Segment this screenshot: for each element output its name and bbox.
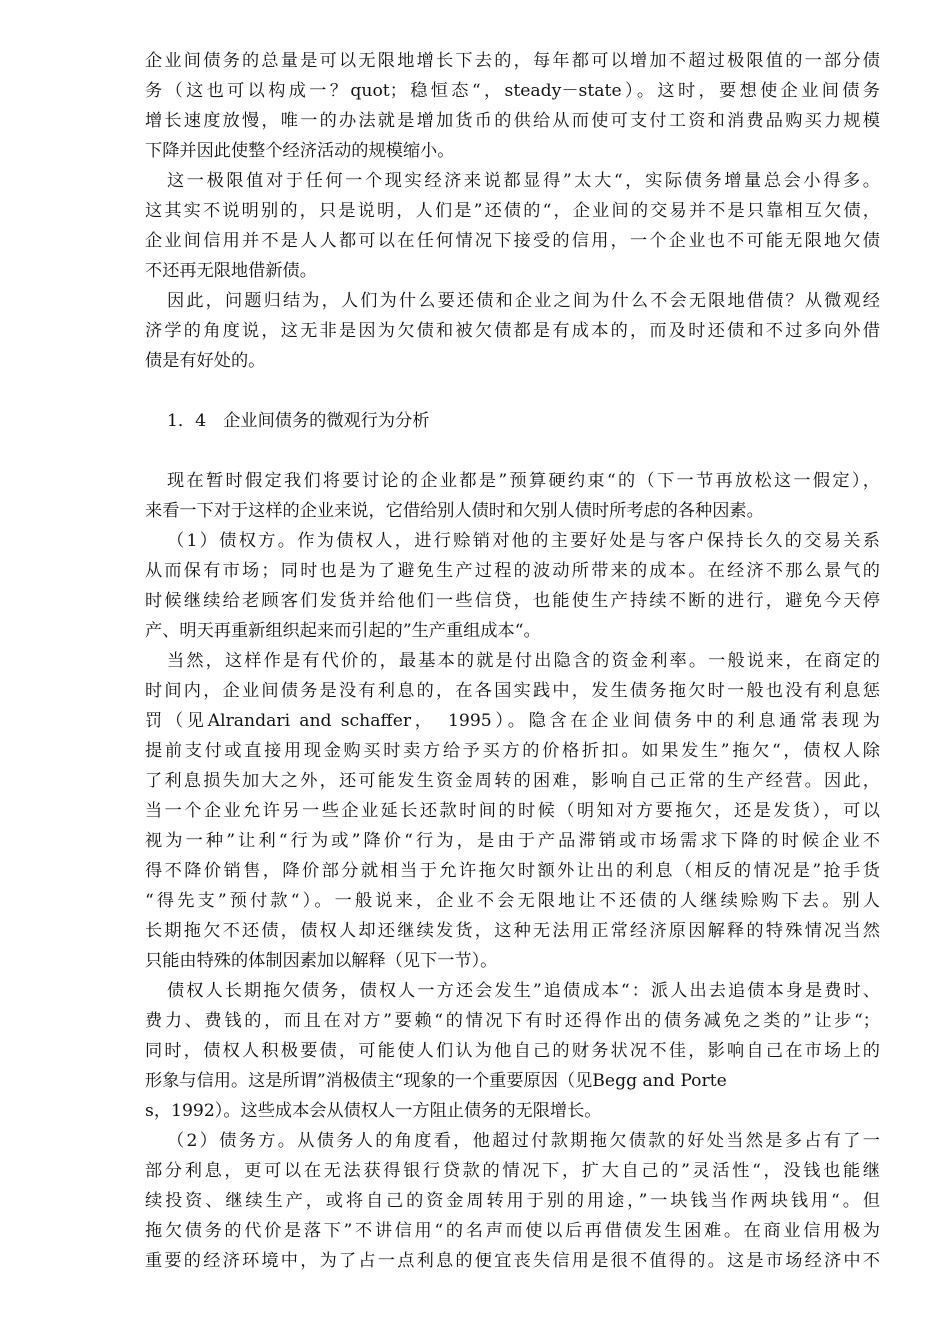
text-line: 济学的角度说，这无非是因为欠债和被欠债都是有成本的，而及时还债和不过多向外借 — [145, 321, 880, 341]
text-line: 企业间信用并不是人人都可以在任何情况下接受的信用，一个企业也不可能无限地欠债 — [145, 231, 880, 251]
text-line: 产、明天再重新组织起来而引起的”生产重组成本“。 — [145, 621, 541, 641]
text-line: 同时，债权人积极要债，可能使人们认为他自己的财务状况不佳，影响自己在市场上的 — [145, 1041, 880, 1061]
text-line: “得先支”预付款“）。一般说来，企业不会无限地让不还债的人继续赊购下去。别人 — [145, 891, 880, 911]
text-line: （2）债务方。从债务人的角度看，他超过付款期拖欠债款的好处当然是多占有了一 — [167, 1131, 880, 1151]
text-line: 不还再无限地借新债。 — [145, 261, 317, 281]
text-line: 视为一种”让利“行为或”降价“行为，是由于产品滞销或市场需求下降的时候企业不 — [145, 831, 880, 851]
text-line: 下降并因此使整个经济活动的规模缩小。 — [145, 141, 455, 161]
text-line: 债权人长期拖欠债务，债权人一方还会发生”追债成本“：派人出去追债本身是费时、 — [167, 981, 880, 1001]
text-line: 拖欠债务的代价是落下”不讲信用“的名声而使以后再借债发生困难。在商业信用极为 — [145, 1221, 880, 1241]
section-heading: 1．4 企业间债务的微观行为分析 — [167, 411, 430, 431]
text-line: 因此，问题归结为，人们为什么要还债和企业之间为什么不会无限地借债？从微观经 — [167, 291, 880, 311]
text-line: 债是有好处的。 — [145, 351, 266, 371]
text-line: 续投资、继续生产，或将自己的资金周转用于别的用途，”一块钱当作两块钱用“。但 — [145, 1191, 880, 1211]
text-line: 提前支付或直接用现金购买时卖方给予买方的价格折扣。如果发生”拖欠“，债权人除 — [145, 741, 880, 761]
text-line: 只能由特殊的体制因素加以解释（见下一节）。 — [145, 951, 498, 971]
text-line: 这一极限值对于任何一个现实经济来说都显得”太大“，实际债务增量总会小得多。 — [167, 171, 880, 191]
text-line: 时间内，企业间债务是没有利息的，在各国实践中，发生债务拖欠时一般也没有利息惩 — [145, 681, 880, 701]
text-line: 现在暂时假定我们将要讨论的企业都是”预算硬约束“的（下一节再放松这一假定）， — [167, 471, 880, 491]
text-line: （1）债权方。作为债权人，进行赊销对他的主要好处是与客户保持长久的交易关系 — [167, 531, 880, 551]
text-line: 从而保有市场；同时也是为了避免生产过程的波动所带来的成本。在经济不那么景气的 — [145, 561, 880, 581]
text-line: 增长速度放慢，唯一的办法就是增加货币的供给从而使可支付工资和消费品购买力规模 — [145, 111, 880, 131]
text-line: 时候继续给老顾客们发货并给他们一些信贷，也能使生产持续不断的进行，避免今天停 — [145, 591, 880, 611]
text-line: 企业间债务的总量是可以无限地增长下去的，每年都可以增加不超过极限值的一部分债 — [145, 51, 880, 71]
document-page — [145, 46, 880, 1276]
text-line: 部分利息，更可以在无法获得银行贷款的情况下，扩大自己的”灵活性“，没钱也能继 — [145, 1161, 880, 1181]
text-line: 罚（见Alrandari and schaffer， 1995）。隐含在企业间债务中的利息通常表现为 — [145, 711, 880, 731]
text-line: 当然，这样作是有代价的，最基本的就是付出隐含的资金利率。一般说来，在商定的 — [167, 651, 880, 671]
text-line: 这其实不说明别的，只是说明，人们是”还债的“，企业间的交易并不是只靠相互欠债， — [145, 201, 880, 221]
text-line: 长期拖欠不还债，债权人却还继续发货，这种无法用正常经济原因解释的特殊情况当然 — [145, 921, 880, 941]
blank-line — [145, 376, 880, 406]
text-line: s，1992）。这些成本会从债权人一方阻止债务的无限增长。 — [145, 1101, 602, 1121]
text-line: 重要的经济环境中，为了占一点利息的便宜丧失信用是很不值得的。这是市场经济中不 — [145, 1251, 880, 1271]
text-line: 了利息损失加大之外，还可能发生资金周转的困难，影响自己正常的生产经营。因此， — [145, 771, 880, 791]
text-line: 费力、费钱的，而且在对方”要赖“的情况下有时还得作出的债务减免之类的”让步“； — [145, 1011, 880, 1031]
text-line: 当一个企业允许另一些企业延长还款时间的时候（明知对方要拖欠，还是发货），可以 — [145, 801, 880, 821]
text-line: 得不降价销售，降价部分就相当于允许拖欠时额外让出的利息（相反的情况是”抢手货 — [145, 861, 880, 881]
text-line: 来看一下对于这样的企业来说，它借给别人债时和欠别人债时所考虑的各种因素。 — [145, 501, 764, 521]
text-line: 形象与信用。这是所谓”消极债主“现象的一个重要原因（见Begg and Porte — [145, 1071, 727, 1091]
text-line: 务（这也可以构成一？quot；稳恒态“，steady－state）。这时，要想使企业间债务 — [145, 81, 880, 101]
blank-line — [145, 436, 880, 466]
